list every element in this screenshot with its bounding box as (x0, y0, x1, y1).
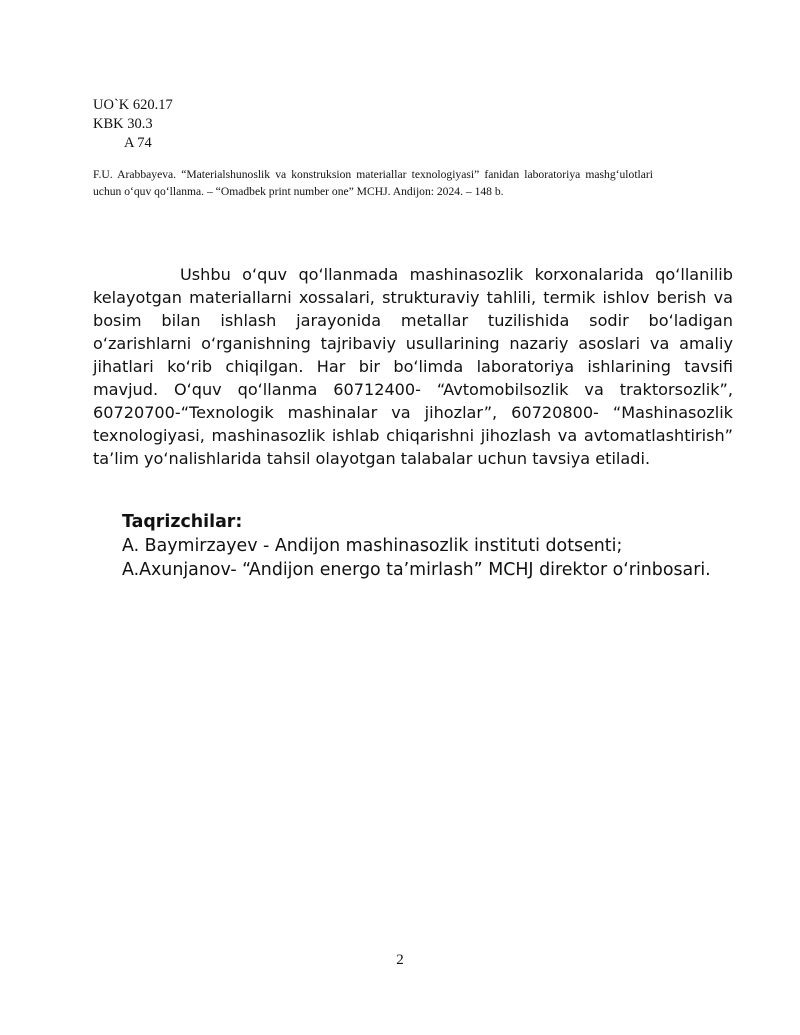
abstract-paragraph: Ushbu o‘quv qo‘llanmada mashinasozlik korxonalarida qo‘llanilib kelayotgan materiallarni xossalari, strukturaviy tahlili, termik ishlov berish va bosim bilan ishlash jarayonida metallar tuzilishida sodir bo‘ladigan o‘zarishlarni o‘rganishning tajribaviy usullarining nazariy asoslari va amaliy jihatlari ko‘rib chiqilgan. Har bir bo‘limda laboratoriya ishlarining tavsifi mavjud. O‘quv qo‘llanma 60712400- “Avtomobilsozlik va traktorsozlik”, 60720700-“Texnologik mashinalar va jihozlar”, 60720800- “Mashinasozlik texnologiyasi, mashinasozlik ishlab chiqarishni jihozlash va avtomatlashtirish” ta’lim yo‘nalishlarida tahsil olayotgan talabalar uchun tavsiya etiladi. (93, 265, 733, 468)
classification-codes (93, 96, 173, 153)
bbk-code: KBK 30.3 (93, 116, 153, 132)
udk-code: UO`K 620.17 (93, 97, 173, 113)
reviewer-item: A. Baymirzayev - Andijon mashinasozlik instituti dotsenti; (122, 536, 623, 556)
reviewers-heading: Taqrizchilar: (122, 512, 243, 532)
page-number: 2 (396, 952, 404, 968)
bibliographic-entry: F.U. Arabbayeva. “Materialshunoslik va konstruksion materiallar texnologiyasi” fanidan laboratoriya mashg‘ulotlari uchun o‘quv qo‘llanma. – “Omadbek print number one” MCHJ. Andijon: 2024. – 148 b. (93, 168, 653, 198)
author-mark: A 74 (124, 135, 152, 151)
reviewers-section (122, 510, 711, 582)
reviewer-item: A.Axunjanov- “Andijon energo ta’mirlash” MCHJ direktor o‘rinbosari. (122, 560, 711, 580)
